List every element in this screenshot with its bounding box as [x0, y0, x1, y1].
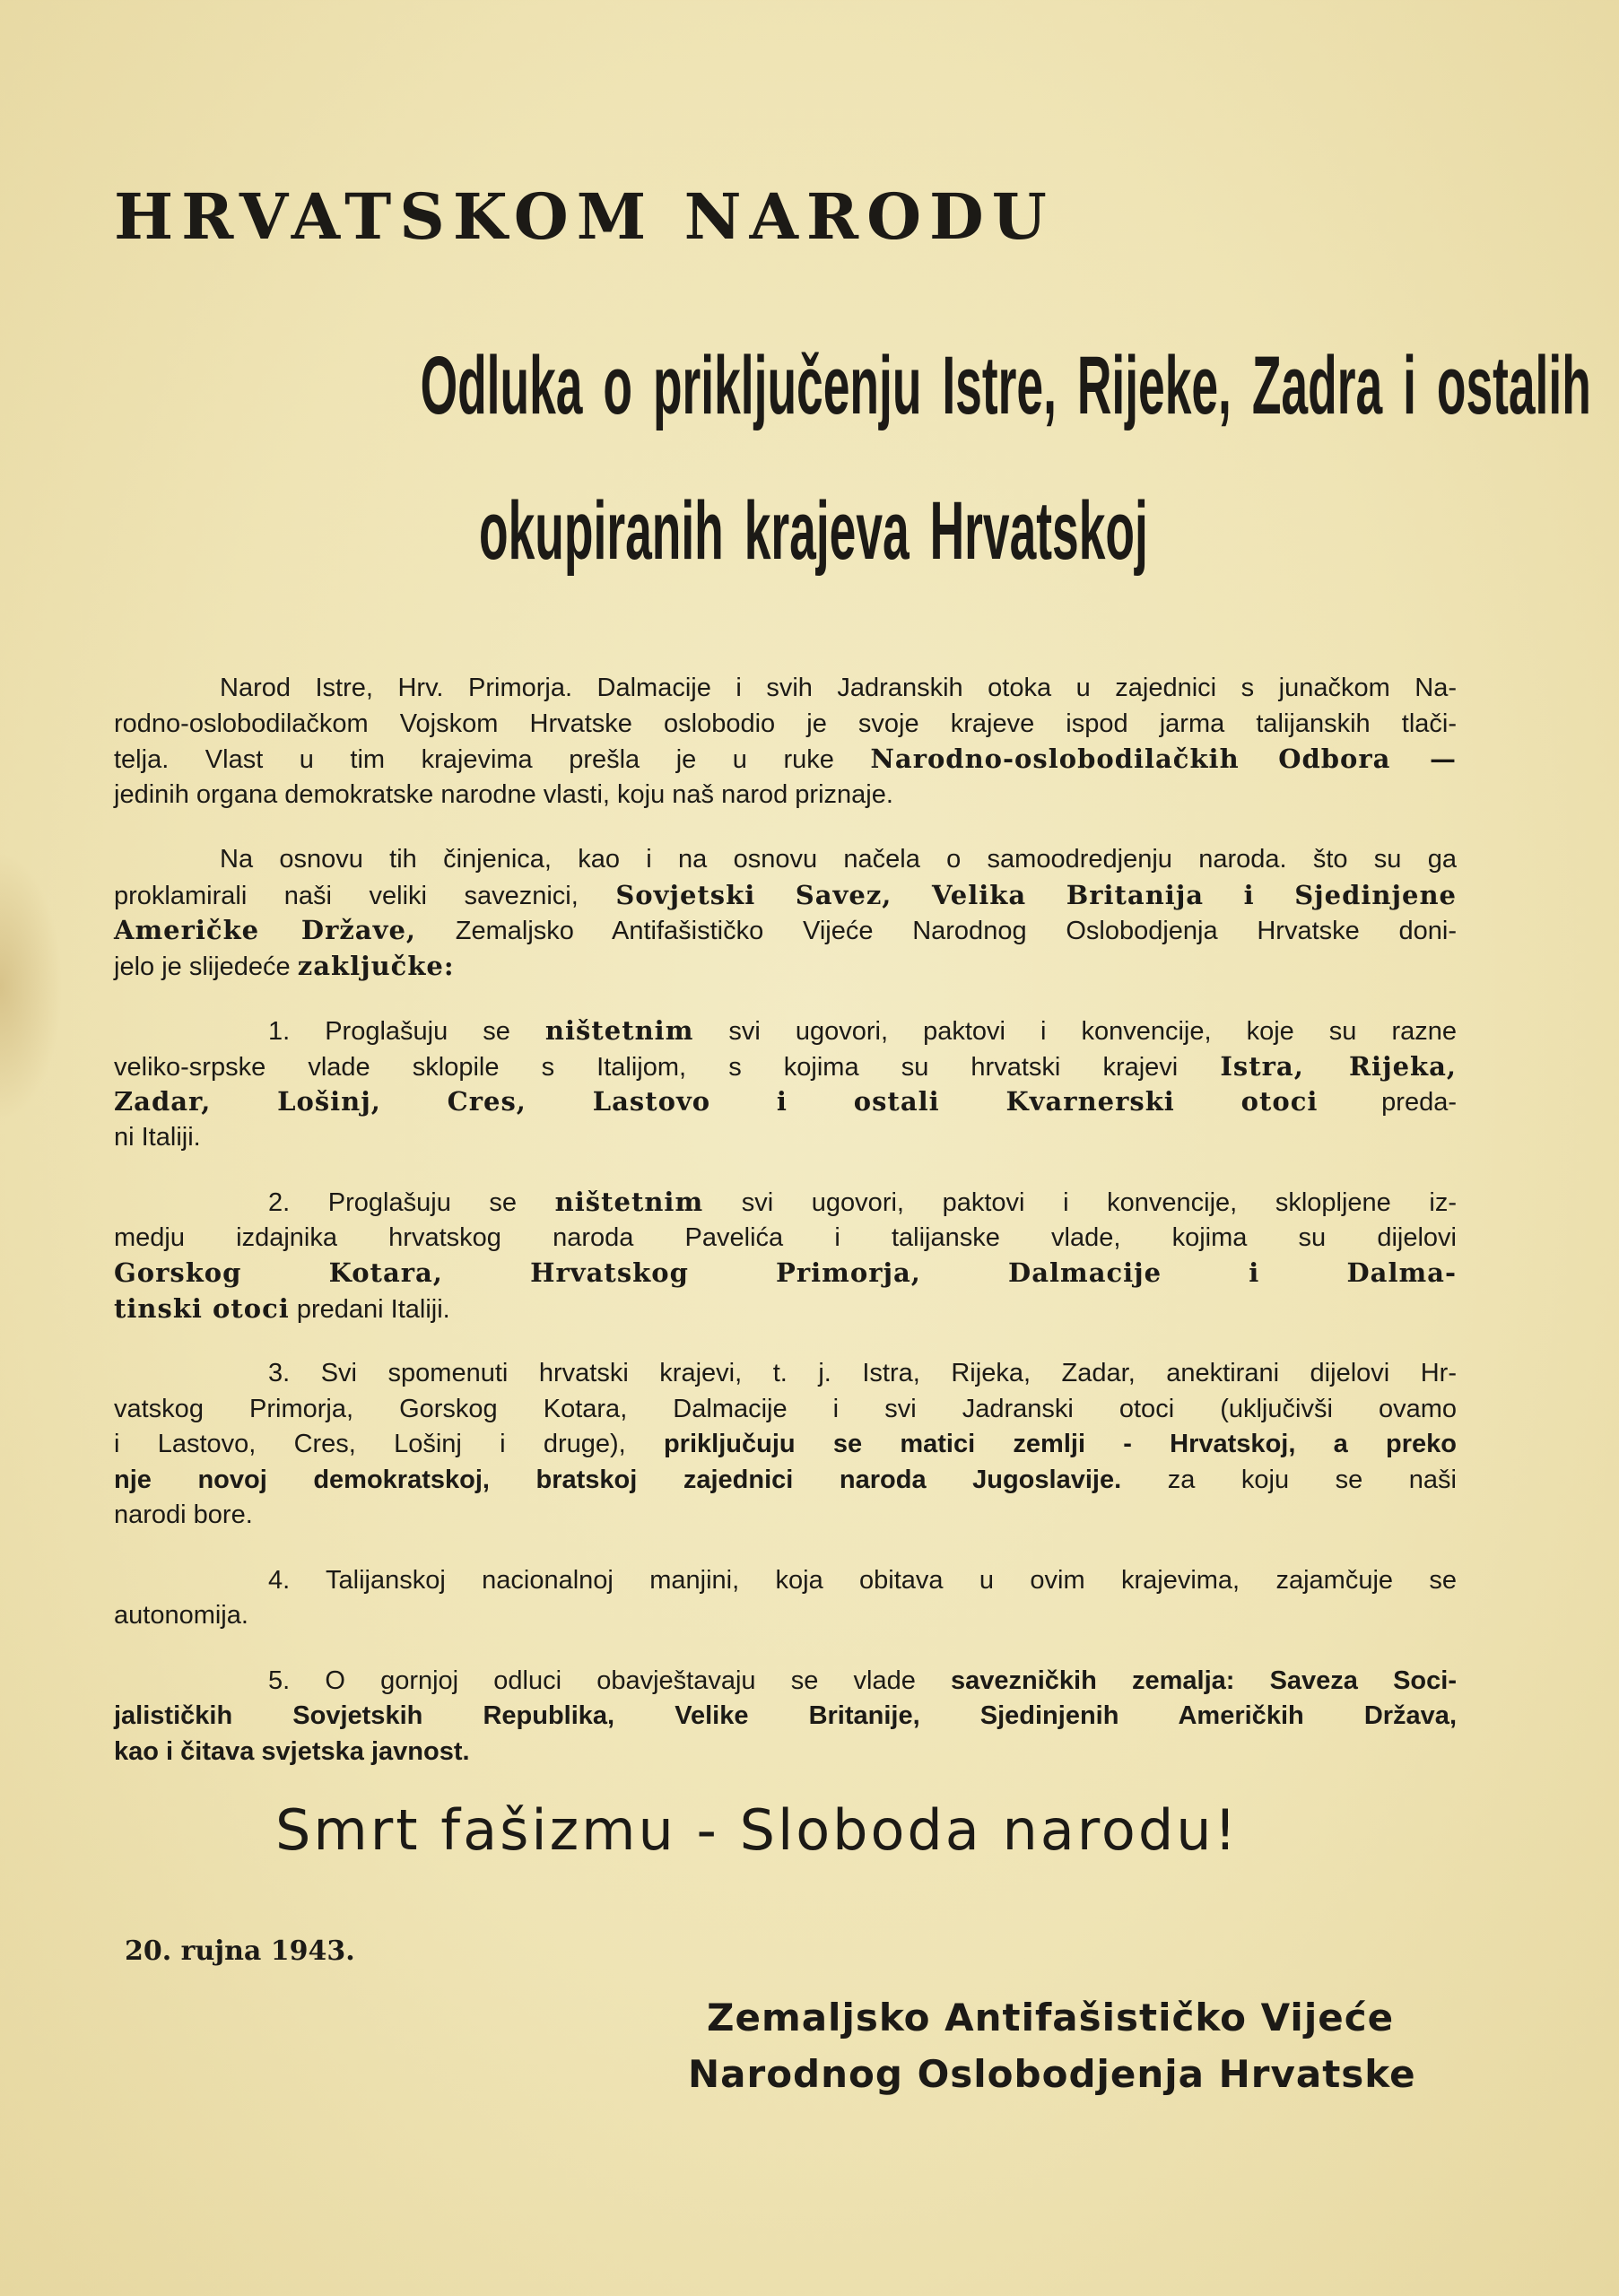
text-segment: svi ugovori, paktovi i konvencije, koje su razne: [693, 1017, 1457, 1046]
numbered-item: [114, 1013, 1457, 1155]
text-segment: 5. O gornjoj odluci obavještavaju se vlade: [268, 1665, 951, 1695]
slogan: Smrt fašizmu - Sloboda narodu!: [275, 1797, 1240, 1863]
text-segment: Na osnovu tih činjenica, kao i na osnovu načela o samoodredjenju naroda. što su ga: [220, 845, 1457, 874]
subtitle-line-2: [4, 484, 1619, 578]
bold-text: Narodno-oslobodilačkih Odbora —: [870, 744, 1458, 774]
text-line: [114, 1735, 1457, 1770]
text-segment: i Lastovo, Cres, Lošinj i druge),: [114, 1430, 664, 1458]
bold-text: ništetnim: [554, 1187, 704, 1217]
text-segment: rodno-oslobodilačkom Vojskom Hrvatske oslobodio je svoje krajeve ispod jarma talijanskih tlači-: [114, 709, 1457, 738]
subtitle-line-1: [0, 339, 1615, 433]
text-line: [114, 1292, 1457, 1327]
bold-text: tinski otoci: [114, 1292, 290, 1324]
text-line: [114, 742, 1457, 778]
text-line: [114, 949, 1457, 985]
numbered-item: [114, 1356, 1457, 1534]
text-line: [114, 1699, 1457, 1735]
signature-line-2: Narodnog Oslobodjenja Hrvatske: [688, 2052, 1416, 2096]
text-line: [114, 707, 1457, 743]
text-line: [114, 1120, 1457, 1156]
numbered-item: [114, 1563, 1457, 1634]
bold-text: savezničkih zemalja: Saveza Soci-: [951, 1665, 1457, 1695]
bold-text: zaključke:: [297, 950, 455, 981]
text-line: [114, 1563, 1457, 1599]
bold-text: Američke Države,: [114, 915, 416, 945]
text-segment: veliko-srpske vlade sklopile s Italijom, s kojima su hrvatski krajevi: [114, 1052, 1221, 1082]
text-segment: preda-: [1318, 1088, 1457, 1117]
text-segment: 4. Talijanskoj nacionalnoj manjini, koja obitava u ovim krajevima, zajamčuje se: [268, 1565, 1457, 1595]
subtitle-text: Odluka o priključenju Istre, Rijeke, Zadra i ostalih: [420, 340, 1591, 431]
bold-text: Sovjetski Savez, Velika Britanija i Sjedinjene: [615, 879, 1457, 910]
text-line: [114, 1256, 1457, 1292]
text-line: [114, 1392, 1457, 1428]
text-line: [114, 671, 1457, 707]
text-line: [114, 1427, 1457, 1463]
text-line: [114, 913, 1457, 949]
bold-text: Gorskog Kotara, Hrvatskog Primorja, Dalmacije i Dalma-: [114, 1257, 1457, 1288]
bold-text: kao i čitava svjetska javnost.: [114, 1736, 470, 1766]
signature-line-1: Zemaljsko Antifašističko Vijeće: [707, 1996, 1395, 2039]
text-line: [114, 1598, 1457, 1634]
bold-text: jalističkih Sovjetskih Republika, Velike Britanije, Sjedinjenih Američkih Država,: [114, 1701, 1457, 1730]
text-segment: 3. Svi spomenuti hrvatski krajevi, t. j. Istra, Rijeka, Zadar, anektirani dijelovi Hr-: [268, 1359, 1457, 1387]
text-line: [114, 1221, 1457, 1257]
numbered-item: [114, 1664, 1457, 1770]
text-line: [114, 1498, 1457, 1534]
text-segment: Zemaljsko Antifašističko Vijeće Narodnog Oslobodjenja Hrvatske doni-: [416, 917, 1457, 945]
bold-text: priključuju se matici zemlji - Hrvatskoj, a preko: [663, 1430, 1457, 1458]
bold-text: Istra, Rijeka,: [1220, 1050, 1457, 1082]
text-line: [114, 1463, 1457, 1499]
text-line: [114, 842, 1457, 878]
text-line: [114, 1356, 1457, 1392]
text-line: [114, 1664, 1457, 1700]
text-segment: proklamirali naši veliki saveznici,: [114, 881, 616, 910]
text-segment: ni Italiji.: [114, 1122, 201, 1152]
document-body: [114, 671, 1457, 1799]
text-segment: jedinih organa demokratske narodne vlasti, koju naš narod priznaje.: [114, 779, 893, 809]
text-segment: autonomija.: [114, 1601, 248, 1630]
numbered-item: [114, 1185, 1457, 1326]
text-line: [114, 1185, 1457, 1221]
text-segment: narodi bore.: [114, 1500, 253, 1529]
intro-paragraph: [114, 842, 1457, 984]
text-line: [114, 1013, 1457, 1049]
bold-text: Zadar, Lošinj, Cres, Lastovo i ostali Kvarnerski otoci: [114, 1086, 1319, 1117]
text-line: [114, 878, 1457, 914]
text-segment: 1. Proglašuju se: [268, 1017, 545, 1046]
subtitle-text: okupiranih krajeva Hrvatskoj: [478, 485, 1148, 577]
text-segment: vatskog Primorja, Gorskog Kotara, Dalmacije i svi Jadranski otoci (uključivši ovamo: [114, 1394, 1457, 1423]
bold-text: nje novoj demokratskoj, bratskoj zajednici naroda Jugoslavije.: [114, 1465, 1122, 1494]
text-segment: jelo je slijedeće: [114, 952, 298, 981]
document-date: 20. rujna 1943.: [125, 1935, 355, 1967]
text-segment: medju izdajnika hrvatskog naroda Pavelića i talijanske vlade, kojima su dijelovi: [114, 1222, 1457, 1252]
text-line: [114, 1049, 1457, 1085]
paper-stain: [0, 852, 63, 1121]
document-heading: HRVATSKOM NARODU: [114, 179, 1055, 254]
text-segment: 2. Proglašuju se: [268, 1188, 555, 1217]
text-segment: telja. Vlast u tim krajevima prešla je u ruke: [114, 745, 871, 774]
intro-paragraph: [114, 671, 1457, 813]
text-segment: za koju se naši: [1121, 1465, 1458, 1494]
text-segment: predani Italiji.: [289, 1294, 450, 1324]
text-line: [114, 778, 1457, 813]
text-line: [114, 1084, 1457, 1120]
text-segment: Narod Istre, Hrv. Primorja. Dalmacije i svih Jadranskih otoka u zajednici s junačkom Na-: [220, 674, 1457, 702]
bold-text: ništetnim: [544, 1015, 694, 1046]
text-segment: svi ugovori, paktovi i konvencije, sklopljene iz-: [703, 1188, 1457, 1217]
